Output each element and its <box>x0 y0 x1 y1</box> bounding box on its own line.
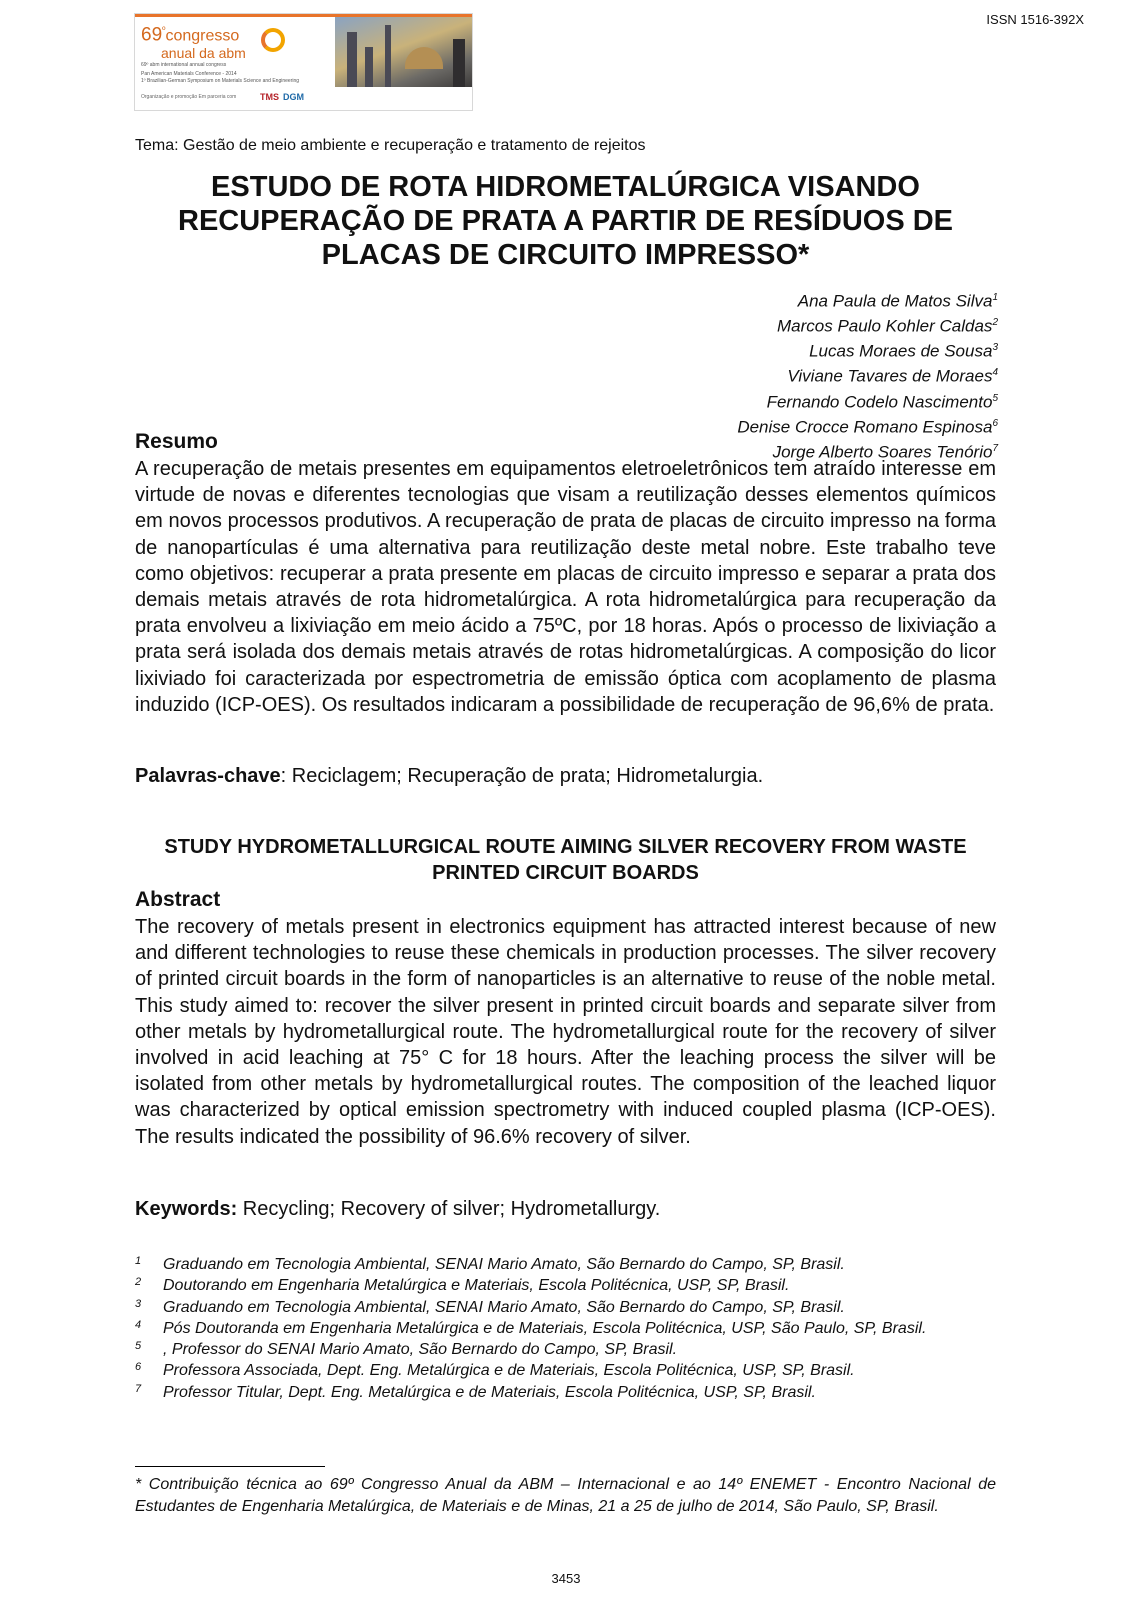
keywords-text-en: Recycling; Recovery of silver; Hydrometallurgy. <box>237 1198 661 1220</box>
logo-word2: anual da abm <box>161 45 246 62</box>
keywords-label-en: Keywords: <box>135 1198 238 1220</box>
building-shape <box>385 25 391 87</box>
banner-line1: 69º abm international annual congress <box>141 62 227 68</box>
logo-ordinal: º <box>162 25 166 35</box>
author: Denise Crocce Romano Espinosa$^6$ <box>737 417 998 437</box>
footnote-divider <box>135 1466 325 1467</box>
resumo-heading: Resumo <box>135 430 218 453</box>
congress-banner-logo <box>134 13 473 111</box>
abm-ring-icon <box>261 28 285 52</box>
footnote: * Contribuição técnica ao 69º Congresso Anual da ABM – Internacional e ao 14º ENEMET - Encontro Nacional de Estudantes de Engenharia Metalúrgica, de Materiais e de Minas, 21 a 25 de julho de 2014, São Paulo, SP, Brasil. <box>135 1476 996 1515</box>
author: Lucas Moraes de Sousa$^3$ <box>809 341 998 361</box>
dgm-logo: DGM <box>283 92 304 102</box>
paper-title: ESTUDO DE ROTA HIDROMETALÚRGICA VISANDO RECUPERAÇÃO DE PRATA A PARTIR DE RESÍDUOS DE PLACAS DE CIRCUITO IMPRESSO* <box>178 171 953 271</box>
city-photo-image <box>335 17 472 87</box>
abstract-text: The recovery of metals present in electronics equipment has attracted interest because of new and different technologies to reuse these chemicals in production processes. The silver recovery of printed circuit boards in the form of nanoparticles is an alternative to reuse of the noble metal. This study aimed to: recover the silver present in printed circuit boards and separate silver from other metals by hydrometallurgical route. The hydrometallurgical route for the recovery of silver involved in acid leaching at 75° C for 18 hours. After the leaching process the silver will be isolated from other metals by hydrometallurgical routes. The composition of the leached liquor was characterized by optical emission spectrometry with induced coupled plasma (ICP-OES). The results indicated the possibility of 96.6% recovery of silver. <box>135 916 996 1148</box>
logo-word1: congresso <box>165 27 240 45</box>
logo-number: 69 <box>141 24 163 46</box>
affiliation-list <box>135 1254 1003 1403</box>
congress-logo-text <box>141 22 246 62</box>
building-shape <box>365 47 373 87</box>
building-shape <box>347 32 357 87</box>
banner-line2: Pan American Materials Conference - 2014 <box>141 71 237 77</box>
dome-shape <box>405 47 443 69</box>
author-list <box>737 287 998 463</box>
author: Jorge Alberto Soares Tenório$^7$ <box>772 442 998 462</box>
affiliation-item: 1 Graduando em Tecnologia Ambiental, SENAI Mario Amato, São Bernardo do Campo, SP, Brasil. <box>135 1255 845 1273</box>
affiliation-item: 6 Professora Associada, Dept. Eng. Metalúrgica e de Materiais, Escola Politécnica, USP, SP, Brasil. <box>135 1361 855 1380</box>
author: Fernando Codelo Nascimento$^5$ <box>766 392 998 412</box>
banner-footer: Organização e promoção Em parceria com <box>141 94 237 100</box>
abstract-heading: Abstract <box>135 888 221 911</box>
affiliation-item: 3 Graduando em Tecnologia Ambiental, SENAI Mario Amato, São Bernardo do Campo, SP, Brasil. <box>135 1297 845 1316</box>
affiliation-item: 5 , Professor do SENAI Mario Amato, São Bernardo do Campo, SP, Brasil. <box>135 1340 678 1359</box>
palavras-chave <box>135 765 763 788</box>
keywords-text-pt: : Reciclagem; Recuperação de prata; Hidrometalurgia. <box>280 765 764 787</box>
author: Ana Paula de Matos Silva$^1$ <box>797 291 998 311</box>
tms-logo: TMS <box>260 92 279 102</box>
topic-line: Tema: Gestão de meio ambiente e recuperação e tratamento de rejeitos <box>135 137 646 154</box>
building-shape <box>453 39 465 87</box>
affiliation-item: 2 Doutorando em Engenharia Metalúrgica e Materiais, Escola Politécnica, USP, SP, Brasil. <box>135 1276 790 1295</box>
resumo-text: A recuperação de metais presentes em equipamentos eletroeletrônicos tem atraído interesse em virtude de novas e diferentes tecnologias que visam a reutilização desses elementos químicos em novos processos produtivos. A recuperação de prata de placas de circuito impresso na forma de nanopartículas é uma alternativa para reutilização deste metal nobre. Este trabalho teve como objetivos: recuperar a prata presente em placas de circuito impresso e separar a prata dos demais metais através de rota hidrometalúrgica. A rota hidrometalúrgica para recuperação da prata envolveu a lixiviação em meio ácido a 75ºC, por 18 horas. Após o processo de lixiviação a prata será isolada dos demais metais através de rotas hidrometalúrgicas. A composição do licor lixiviado foi caracterizada por espectrometria de emissão óptica com acoplamento de plasma induzido (ICP-OES). Os resultados indicaram a possibilidade de recuperação de 96,6% de prata. <box>135 458 996 716</box>
keywords <box>135 1198 660 1221</box>
page-number: 3453 <box>551 1571 581 1586</box>
keywords-label-pt: Palavras-chave <box>135 765 281 787</box>
author: Marcos Paulo Kohler Caldas$^2$ <box>776 316 998 336</box>
english-title: STUDY HYDROMETALLURGICAL ROUTE AIMING SILVER RECOVERY FROM WASTE PRINTED CIRCUIT BOARDS <box>164 836 967 884</box>
banner-line3: 1º Brazilian-German Symposium on Materials Science and Engineering <box>141 78 300 84</box>
issn-label: ISSN 1516-392X <box>986 12 1084 27</box>
author: Viviane Tavares de Moraes$^4$ <box>787 367 998 387</box>
affiliation-item: 7 Professor Titular, Dept. Eng. Metalúrgica e de Materiais, Escola Politécnica, USP, SP, Brasil. <box>135 1382 816 1401</box>
affiliation-item: 4 Pós Doutoranda em Engenharia Metalúrgica e de Materiais, Escola Politécnica, USP, São Paulo, SP, Brasil. <box>135 1318 927 1337</box>
